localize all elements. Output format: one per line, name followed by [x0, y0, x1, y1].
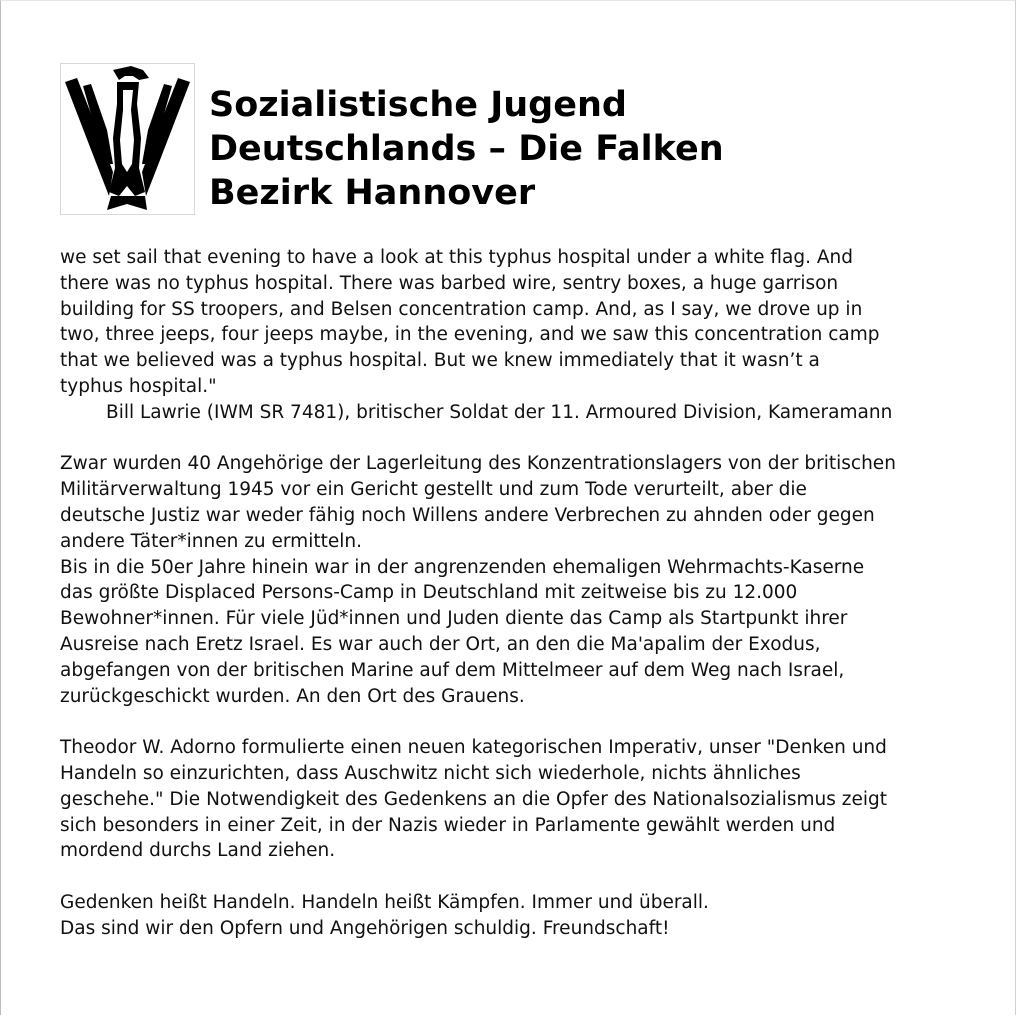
organization-name-line-1: Sozialistische Jugend — [209, 85, 627, 125]
quote-attribution: Bill Lawrie (IWM SR 7481), britischer Soldat der 11. Armoured Division, Kameramann — [106, 401, 893, 423]
paragraph-adorno: Theodor W. Adorno formulierte einen neuen kategorischen Imperativ, unser "Denken und Handeln so einzurichten, dass Auschwitz nicht sich wiederhole, nichts ähnliches geschehe." Die Notwendigkeit des Gedenkens an die Opfer des Nationalsozialismus zeigt sich besonders in einer Zeit, in der Nazis wieder in Parlamente gewählt werden und mordend durchs Land ziehen. — [60, 737, 888, 862]
paragraph-spacer — [60, 864, 960, 890]
document-header — [60, 63, 724, 215]
paragraph-closing: Gedenken heißt Handeln. Handeln heißt Kämpfen. Immer und überall. Das sind wir den Opfern und Angehörigen schuldig. Freundschaft! — [60, 891, 709, 939]
paragraph-spacer — [60, 426, 960, 452]
paragraph-spacer — [60, 709, 960, 735]
quote-text: we set sail that evening to have a look at this typhus hospital under a white flag. And there was no typhus hospital. There was barbed wire, sentry boxes, a huge garrison building for SS troopers, and Belsen concentration camp. And, as I say, we drove up in two, three jeeps, four jeeps maybe, in the evening, and we saw this concentration camp that we believed was a typhus hospital. But we knew immediately that it wasn’t a typhus hospital." — [60, 247, 880, 397]
organization-name-line-3: Bezirk Hannover — [209, 173, 536, 213]
falcon-logo-icon — [60, 63, 195, 215]
document-body — [60, 245, 960, 942]
organization-name — [209, 83, 724, 215]
organization-name-line-2: Deutschlands – Die Falken — [209, 129, 724, 169]
paragraph-history: Zwar wurden 40 Angehörige der Lagerleitung des Konzentrationslagers von der britischen Militärverwaltung 1945 vor ein Gericht gestellt und zum Tode verurteilt, aber die deutsche Justiz war weder fähig noch Willens andere Verbrechen zu ahnden oder gegen andere Täter*innen zu ermitteln. Bis in die 50er Jahre hinein war in der angrenzenden ehemaligen Wehrmachts-Kaserne das größte Displaced Persons-Camp in Deutschland mit zeitweise bis zu 12.000 Bewohner*innen. Für viele Jüd*innen und Juden diente das Camp als Startpunkt ihrer Ausreise nach Eretz Israel. Es war auch der Ort, an den die Ma'apalim der Exodus, abgefangen von der britischen Marine auf dem Mittelmeer auf dem Weg nach Israel, zurückgeschickt wurden. An den Ort des Grauens. — [60, 453, 896, 707]
